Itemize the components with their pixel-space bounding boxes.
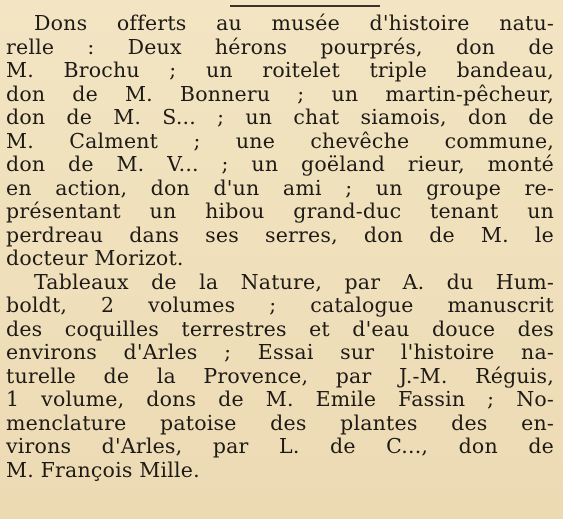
text-line: relle : Deux hérons pourprés, don de xyxy=(6,35,554,59)
text-line: perdreau dans ses serres, don de M. le xyxy=(6,223,554,247)
text-line: Dons offerts au musée d'histoire natu- xyxy=(34,12,554,35)
text-line: virons d'Arles, par L. de C..., don de xyxy=(6,435,554,458)
text-line: don de M. Bonneru ; un martin-pêcheur, xyxy=(6,82,554,106)
separator-rule xyxy=(230,5,380,7)
text-line: des coquilles terrestres et d'eau douce des xyxy=(6,317,554,341)
text-line: présentant un hibou grand-duc tenant un xyxy=(6,200,554,223)
article-body xyxy=(6,12,554,482)
text-line: M. François Mille. xyxy=(6,458,200,482)
text-line: M. Brochu ; un roitelet triple bandeau, xyxy=(6,59,554,82)
text-line: menclature patoise des plantes des en- xyxy=(6,411,554,435)
text-line: M. Calment ; une chevêche commune, xyxy=(6,129,554,153)
text-line: docteur Morizot. xyxy=(6,247,184,270)
text-line: boldt, 2 volumes ; catalogue manuscrit xyxy=(6,294,554,317)
text-line: 1 volume, dons de M. Emile Fassin ; No- xyxy=(6,388,554,411)
text-line: don de M. S... ; un chat siamois, don de xyxy=(6,106,554,129)
paragraph-library-donations xyxy=(6,271,554,483)
text-line: en action, don d'un ami ; un groupe re- xyxy=(6,176,554,200)
text-line: turelle de la Provence, par J.-M. Réguis, xyxy=(6,364,554,388)
text-line: Tableaux de la Nature, par A. du Hum- xyxy=(34,270,554,294)
paragraph-museum-donations xyxy=(6,12,554,271)
text-line: don de M. V... ; un goëland rieur, monté xyxy=(6,153,554,176)
text-line: environs d'Arles ; Essai sur l'histoire na- xyxy=(6,341,554,364)
